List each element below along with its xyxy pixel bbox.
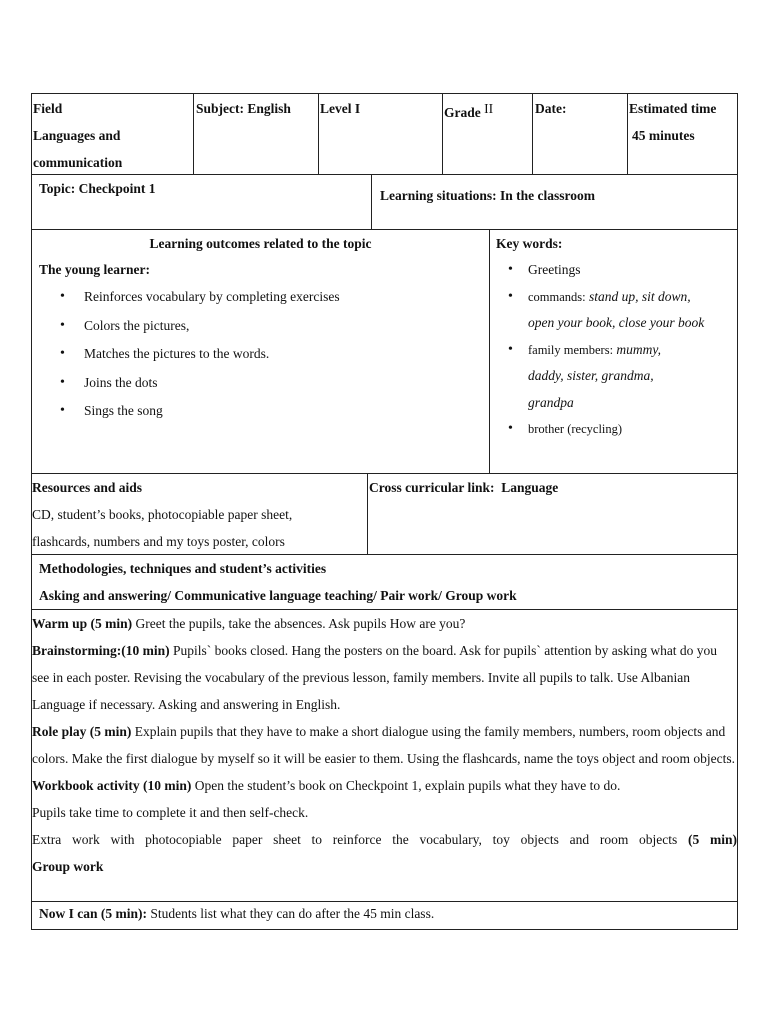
keyword-item (496, 284, 737, 337)
outcome-item: • Matches the pictures to the words. (32, 340, 489, 369)
extra-work-time: (5 min) (688, 832, 737, 847)
outcomes-title: Learning outcomes related to the topic (149, 236, 372, 251)
date-cell (533, 94, 628, 174)
keyword-commands-value: stand up, sit down, (589, 288, 691, 304)
grade-label: Grade (444, 105, 481, 120)
topic-row (31, 175, 738, 230)
subject-cell (194, 94, 319, 174)
keyword-greetings: Greetings (528, 262, 581, 277)
outcome-item: • Colors the pictures, (32, 312, 489, 341)
keywords-cell (490, 230, 737, 473)
activities-row (31, 610, 738, 902)
keyword-family-label: family members: (528, 342, 614, 357)
keyword-item (496, 337, 737, 417)
field-label: Field (33, 101, 63, 116)
role-play-label: Role play (5 min) (32, 724, 132, 739)
outcome-item: • Reinforces vocabulary by completing exercises (32, 283, 489, 312)
workbook-label: Workbook activity (10 min) (32, 778, 192, 793)
keyword-family-value-2: daddy, sister, grandma, (528, 368, 654, 383)
keywords-list (496, 257, 737, 443)
self-check-text: Pupils take time to complete it and then self-check. (32, 805, 309, 820)
resources-title: Resources and aids (32, 480, 143, 495)
outcomes-row (31, 230, 738, 474)
subject-label: Subject: English (196, 101, 291, 116)
cross-link-value: Language (501, 480, 559, 495)
workbook-text: Open the student’s book on Checkpoint 1, explain pupils what they have to do. (191, 778, 621, 793)
brainstorming-text: Pupils` books closed. Hang the posters on the board. Ask for pupils` attention by asking what do you see in each poster. Revising the vocabulary of the previous lesson, family members. Invite all pupils to talk. Use Albanian Language if necessary. Asking and answering in English. (32, 643, 718, 712)
keyword-item (496, 257, 737, 284)
keyword-brother: brother (recycling) (528, 422, 623, 436)
situations-label: Learning situations: In the classroom (380, 188, 596, 203)
time-label: Estimated time (629, 101, 717, 116)
lesson-plan-table (31, 93, 738, 930)
keyword-commands-value-2: open your book, close your book (528, 315, 705, 330)
cross-link-cell (368, 474, 737, 554)
field-cell (32, 94, 194, 174)
resources-cell (32, 474, 368, 554)
cross-link-label: Cross curricular link: (369, 480, 495, 495)
resources-line1: CD, student’s books, photocopiable paper sheet, (32, 507, 293, 522)
outcomes-cell (32, 230, 490, 473)
group-work-label: Group work (32, 859, 104, 874)
now-i-can-label: Now I can (5 min): (39, 906, 147, 921)
level-cell (319, 94, 443, 174)
situations-cell (372, 175, 737, 229)
resources-row (31, 474, 738, 555)
methodologies-title: Methodologies, techniques and student’s activities (39, 561, 327, 576)
topic-cell (32, 175, 372, 229)
date-label: Date: (535, 101, 567, 116)
time-cell (628, 94, 737, 174)
grade-value: II (484, 101, 494, 116)
keyword-family-value: mummy, (616, 341, 662, 357)
role-play-text: Explain pupils that they have to make a short dialogue using the family members, numbers, room objects and colors. Make the first dialogue by myself so it will be easier to them. Using the flashcards, name the toys object and room objects. (32, 724, 735, 766)
methodologies-subtitle: Asking and answering/ Communicative language teaching/ Pair work/ Group work (39, 588, 517, 603)
outcome-item: • Joins the dots (32, 369, 489, 398)
field-value-line1: Languages and (33, 128, 121, 143)
keywords-title: Key words: (496, 236, 563, 251)
brainstorming-label: Brainstorming:(10 min) (32, 643, 170, 658)
resources-line2: flashcards, numbers and my toys poster, colors (32, 534, 285, 549)
now-i-can-text: Students list what they can do after the 45 min class. (147, 906, 435, 921)
now-i-can-row (31, 902, 738, 930)
outcomes-subtitle: The young learner: (39, 262, 150, 277)
keyword-commands-label: commands: (528, 289, 586, 304)
time-value: 45 minutes (632, 128, 695, 143)
field-value-line2: communication (33, 155, 123, 170)
methodologies-row (31, 555, 738, 610)
topic-label: Topic: Checkpoint 1 (39, 181, 156, 196)
outcomes-list (32, 283, 489, 426)
warmup-label: Warm up (5 min) (32, 616, 133, 631)
warmup-text: Greet the pupils, take the absences. Ask pupils How are you? (132, 616, 466, 631)
header-row (31, 93, 738, 175)
keyword-item (496, 416, 737, 443)
keyword-family-value-3: grandpa (528, 394, 574, 410)
extra-work-text: Extra work with photocopiable paper sheet to reinforce the vocabulary, toy objects and room objects (32, 832, 689, 847)
outcome-item: • Sings the song (32, 397, 489, 426)
grade-cell (443, 94, 533, 174)
level-label: Level I (320, 101, 361, 116)
